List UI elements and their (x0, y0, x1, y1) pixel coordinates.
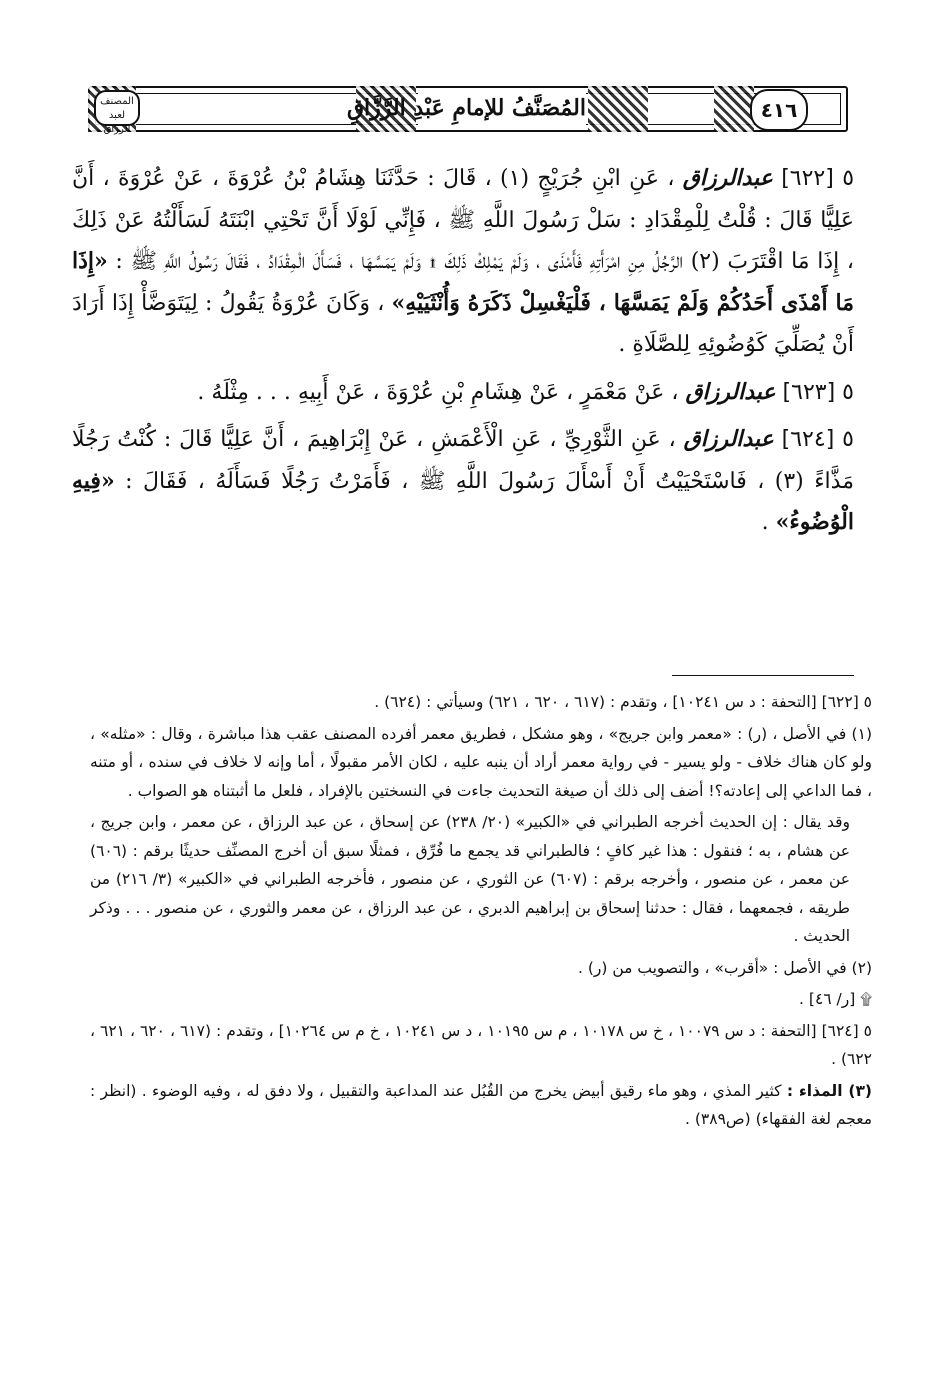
hadith-624 (72, 419, 854, 544)
book-logo: المصنف لعبد الرزاق (94, 90, 140, 126)
hadith-622 (72, 158, 854, 366)
footnotes (90, 688, 872, 1137)
main-text (72, 158, 854, 550)
footnote-divider (672, 675, 854, 676)
hadith-text-after: . (761, 510, 769, 535)
footnote-term: (٣) المذاء : (786, 1081, 872, 1100)
hadith-source: عبدالرزاق (685, 378, 776, 405)
hadith-quote: «فِيهِ الْوُضُوءُ» (72, 467, 854, 535)
hadith-text: ، عَنِ الثَّوْرِيِّ ، عَنِ الْأَعْمَشِ ، عَنْ إِبْرَاهِيمَ ، أَنَّ عَلِيًّا قَالَ : كُنْتُ رَجُلًا مَذَّاءً (٣) ، فَاسْتَحْيَيْتُ أَنْ أَسْأَلَ رَسُولَ اللَّهِ ﷺ ، فَأَمَرْتُ رَجُلًا فَسَأَلَهُ ، فَقَالَ : (72, 427, 854, 494)
page-header (88, 86, 848, 135)
hadith-source: عبدالرزاق (683, 426, 774, 452)
hadith-number: ٥ [٦٢٤] (781, 427, 854, 452)
header-ornament (588, 86, 648, 132)
footnote-2: (٢) في الأصل : «أقرب» ، والتصويب من (ر) . (578, 958, 872, 977)
manuscript-page-marker: ۩ [ر/ ٤٦] . (799, 990, 872, 1008)
book-title: المُصَنَّفُ للإمامِ عَبْدِ الرَّزَّاقِ (418, 90, 586, 126)
footnote-definition: كثير المذي ، وهو ماء رقيق أبيض يخرج من القُبُل عند المداعبة والتقبيل ، ولا دفق له ، وفيه الوضوء . (انظر : معجم لغة الفقهاء) (ص٣٨٩) . (90, 1081, 872, 1128)
footnote-1: (١) في الأصل ، (ر) : «معمر وابن جريج» ، وهو مشكل ، فطريق معمر أفرده المصنف عقب هذا مباشرة ، وقال : «مثله» ، ولو كان هناك خلاف - ولو يسير - في رواية معمر أراد أن ينبه عليه ، لكان الأمر مقبولًا ، أما وإنه لا خلاف في سنده ، أو متنه ، فما الداعي إلى إعادته؟! أضف إلى ذلك أن صيغة التحديث جاءت في النسختين بالإفراد ، فلعل ما أثبتناه هو الصواب . (90, 724, 872, 800)
hadith-source: عبدالرزاق (682, 165, 773, 191)
hadith-623 (72, 372, 854, 414)
footnote-1-continued: وقد يقال : إن الحديث أخرجه الطبراني في «الكبير» (٢٠/ ٢٣٨) عن إسحاق ، عن عبد الرزاق ، عن معمر ، وابن جريج ، عن هشام ، به ؛ فنقول : هذا غير كافٍ ؛ فالطبراني قد يجمع ما فُرِّق ، فمثلًا سبق أن أخرج المصنِّف حديثًا برقم : (٦٠٦) عن معمر ، عن منصور ، وأخرجه برقم : (٦٠٧) عن الثوري ، عن منصور ، فأخرجه الطبراني في «الكبير» (٣/ ٢١٦) من طريقه ، فجمعهما ، فقال : حدثنا إسحاق بن إبراهيم الدبري ، عن عبد الرزاق ، عن معمر والثوري ، عن منصور . . . وذكر الحديث . (90, 813, 851, 945)
hadith-number: ٥ [٦٢٣] (782, 379, 854, 405)
hadith-text: ، عَنِ ابْنِ جُرَيْجٍ (١) ، قَالَ : حَدَّثَنَا هِشَامُ بْنُ عُرْوَةَ ، عَنْ عُرْوَةَ ، أَنَّ عَلِيًّا قَالَ : قُلْتُ لِلْمِقْدَادِ : سَلْ رَسُولَ اللَّهِ ﷺ ، فَإِنِّي لَوْلَا أَنَّ تَحْتِي ابْنَتَهُ لَسَأَلْتُهُ عَنْ ذَلِكَ ، إِذَا مَا اقْتَرَبَ (٢) الرَّجُلُ مِنِ امْرَأَتِهِ فَأَمْذَى ، وَلَمْ يَمْلِكْ ذَلِكَ ۩ وَلَمْ يَمَسَّهَا ، فَسَأَلَ الْمِقْدَادُ ، فَقَالَ رَسُولُ اللَّهِ ﷺ : (72, 166, 854, 274)
hadith-text-after: ، وَكَانَ عُرْوَةُ يَقُولُ : لِيَتَوَضَّأْ إِذَا أَرَادَ أَنْ يُصَلِّيَ كَوُضُوئِهِ لِلصَّلَاةِ . (72, 290, 854, 357)
footnote-takhrij-622: ٥ [٦٢٢] [التحفة : د س ١٠٢٤١] ، وتقدم : (٦١٧ ، ٦٢٠ ، ٦٢١) وسيأتي : (٦٢٤) . (374, 693, 872, 711)
header-ornament (714, 86, 754, 132)
footnote-takhrij-624: ٥ [٦٢٤] [التحفة : د س ١٠٠٧٩ ، خ س ١٠١٧٨ ، م س ١٠١٩٥ ، د س ١٠٢٤١ ، خ م س ١٠٢٦٤] ، وتقدم : (٦١٧ ، ٦٢٠ ، ٦٢١ ، ٦٢٢) . (90, 1021, 872, 1068)
footnote-3 (90, 1077, 872, 1134)
hadith-number: ٥ [٦٢٢] (781, 166, 855, 191)
hadith-text: ، عَنْ مَعْمَرٍ ، عَنْ هِشَامِ بْنِ عُرْوَةَ ، عَنْ أَبِيهِ . . . مِثْلَهُ . (197, 379, 679, 405)
page-number: ٤١٦ (750, 89, 808, 131)
hadith-quote: «إِذَا مَا أَمْذَى أَحَدُكُمْ وَلَمْ يَمَسَّهَا ، فَلْيَغْسِلْ ذَكَرَهُ وَأُنْثَيَيْهِ» (72, 248, 854, 316)
